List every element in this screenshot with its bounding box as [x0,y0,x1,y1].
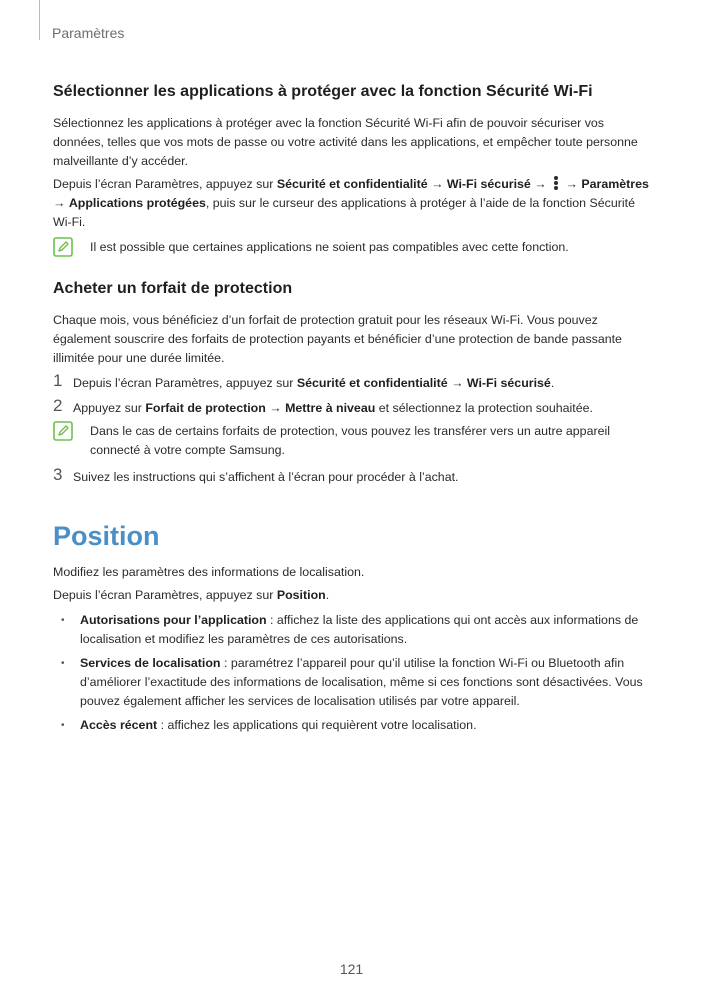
step-number: 2 [53,396,63,415]
step-secure-wifi: Wi-Fi sécurisé [466,376,551,390]
arrow: → [53,196,69,210]
running-head: Paramètres [52,25,125,41]
position-instructions [53,586,650,605]
instr-settings: Paramètres [581,177,649,191]
step-text: Suivez les instructions qui s’affichent à l’écran pour procéder à l’achat. [73,470,459,484]
header-rule [39,0,40,40]
instr-text: Depuis l’écran Paramètres, appuyez sur [53,588,277,602]
step-3 [53,465,650,487]
instr-text: Depuis l’écran Paramètres, appuyez sur [53,177,277,191]
instr-position: Position [276,588,326,602]
arrow: → [265,401,286,415]
plan-section-heading: Acheter un forfait de protection [53,280,293,297]
step-protection-plan: Forfait de protection [145,401,266,415]
arrow: → [427,177,447,191]
step-text [73,399,593,418]
more-options-icon [552,175,560,191]
bullet-text: : affichez les applications qui requièrent votre localisation. [157,718,477,732]
step-number: 1 [53,371,63,390]
wifi-note [53,238,650,257]
note-pencil-icon [53,237,73,257]
step-upgrade: Mettre à niveau [285,401,376,415]
list-item [53,654,650,711]
position-section-title: Position [53,521,160,551]
step-text-part: . [550,376,555,390]
bullet-label: Autorisations pour l’application [80,613,267,627]
instr-text: . [325,588,330,602]
bullet-text: : paramétrez l’appareil pour qu’il utilise la fonction Wi-Fi ou Bluetooth afin d’améliorer l’exactitude des informations de localisation, même si ces fonctions sont désactivées. Vous pouvez également afficher les services de localisation utilisés par votre appareil. [80,656,643,708]
arrow: → [447,376,467,390]
instr-security-privacy: Sécurité et confidentialité [276,177,428,191]
arrow: → [530,177,551,191]
page-number: 121 [339,961,364,977]
step-2 [53,396,650,418]
step-security-privacy: Sécurité et confidentialité [296,376,448,390]
note-text: Il est possible que certaines applications ne soient pas compatibles avec cette fonction. [90,240,569,254]
step-text-part: Appuyez sur [73,401,146,415]
step-text [73,374,554,393]
step-number: 3 [53,465,63,484]
instr-protected-apps: Applications protégées [68,196,206,210]
instr-secure-wifi: Wi-Fi sécurisé [446,177,531,191]
wifi-section-intro: Sélectionnez les applications à protéger avec la fonction Sécurité Wi-Fi afin de pouvoir sécuriser vos données, telles que vos mots de passe ou votre activité dans les applications, et empêcher toute personne malveillante d’y accéder. [53,116,638,168]
step-1 [53,371,650,393]
page-content [53,82,650,740]
list-item [53,716,650,735]
bullet-label: Accès récent [80,718,158,732]
bullet-text: : affichez la liste des applications qui ont accès aux informations de localisation et modifiez les paramètres de ces autorisations. [80,613,639,646]
note-text: Dans le cas de certains forfaits de protection, vous pouvez les transférer vers un autre appareil connecté à votre compte Samsung. [90,424,610,457]
arrow: → [562,177,582,191]
step-text-part: Depuis l’écran Paramètres, appuyez sur [73,376,297,390]
step-text-part: et sélectionnez la protection souhaitée. [375,401,593,415]
instr-text: , puis sur le curseur des applications à protéger à l’aide de la fonction Sécurité Wi-Fi. [53,196,635,229]
note-pencil-icon [53,421,73,441]
plan-section-intro: Chaque mois, vous bénéficiez d’un forfait de protection gratuit pour les réseaux Wi-Fi. Vous pouvez également souscrire des forfaits de protection payants et bénéficier d’une protection de bande passante illimitée pour une durée limitée. [53,313,622,365]
step-2-note [53,422,650,460]
position-options-list [53,611,650,735]
list-item [53,611,650,649]
position-intro: Modifiez les paramètres des informations de localisation. [53,565,365,579]
wifi-section-instructions [53,175,650,232]
wifi-section-heading: Sélectionner les applications à protéger avec la fonction Sécurité Wi-Fi [53,83,593,100]
bullet-label: Services de localisation [80,656,221,670]
